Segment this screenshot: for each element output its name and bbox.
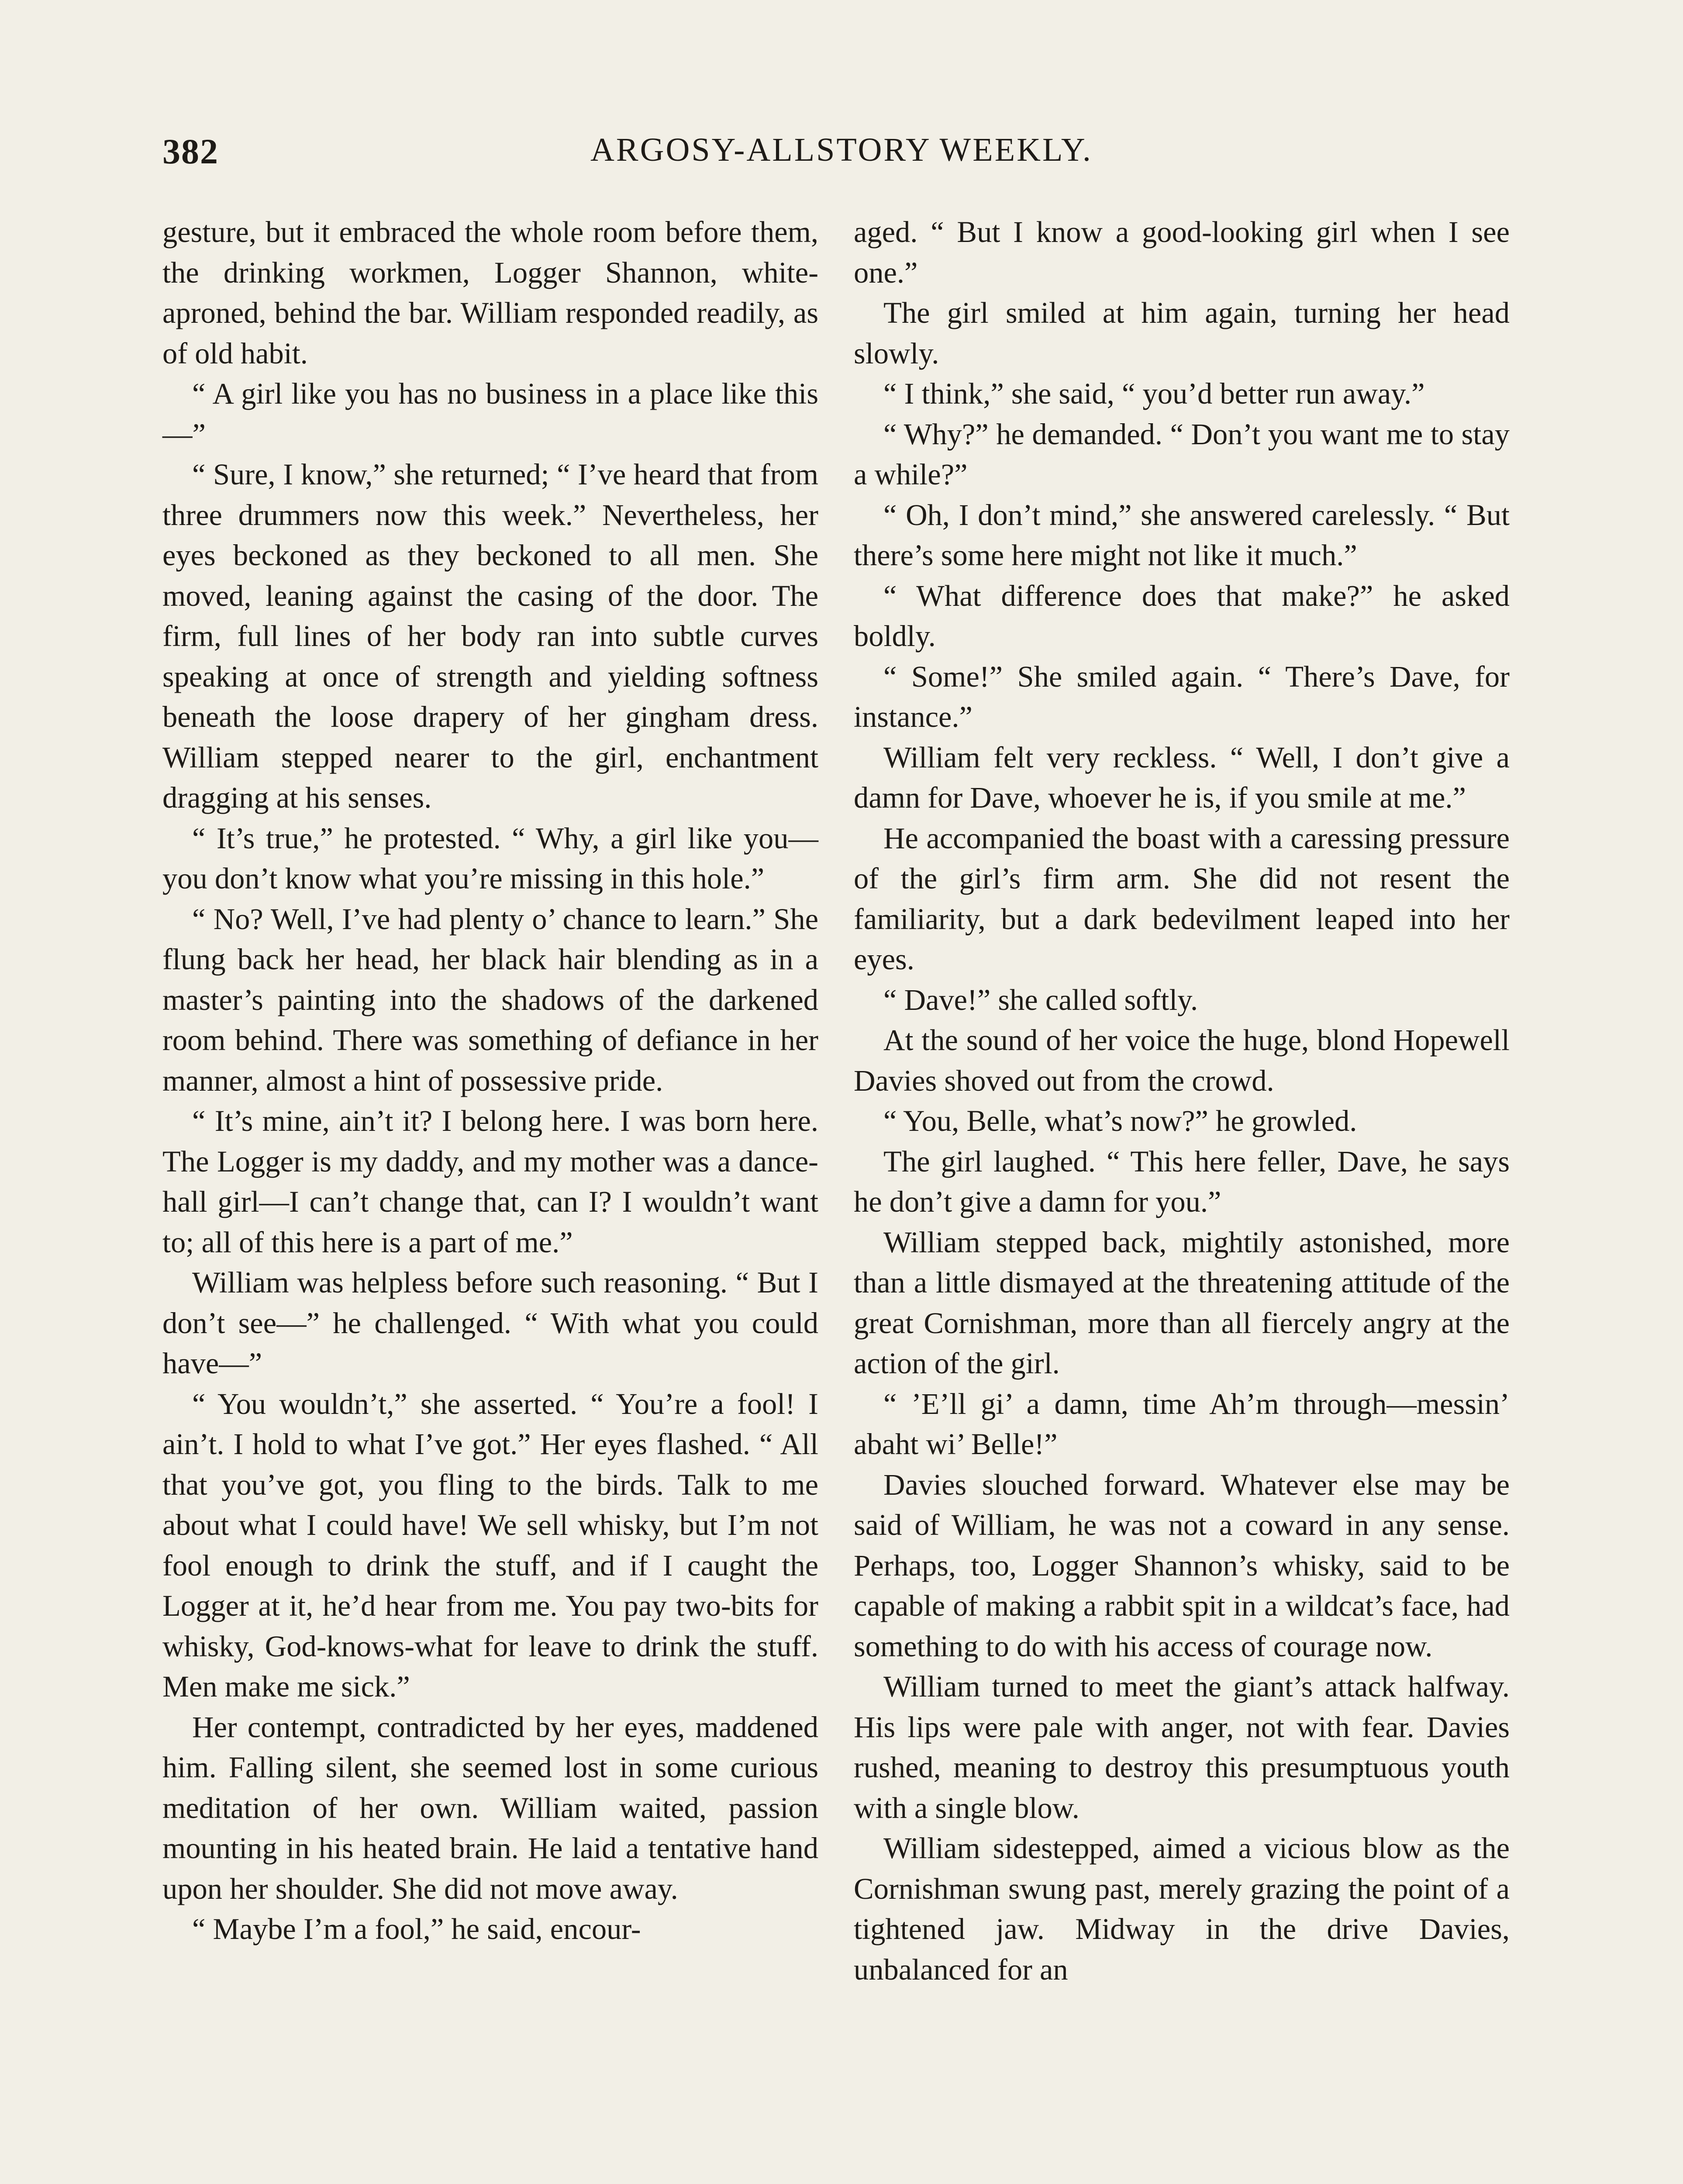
paragraph: aged. “ But I know a good-looking girl when I see one.” <box>854 215 1510 289</box>
left-column <box>162 212 818 1949</box>
paragraph: The girl laughed. “ This here feller, Dave, he says he don’t give a damn for you.” <box>854 1144 1510 1218</box>
paragraph: William turned to meet the giant’s attack halfway. His lips were pale with anger, not with fear. Davies rushed, meaning to destroy this presumptuous youth with a single blow. <box>854 1670 1510 1825</box>
paragraph: At the sound of her voice the huge, blond Hopewell Davies shoved out from the crowd. <box>854 1023 1510 1097</box>
paragraph: William felt very reckless. “ Well, I don’t give a damn for Dave, whoever he is, if you smile at me.” <box>854 740 1510 814</box>
paragraph: He accompanied the boast with a caressing pressure of the girl’s firm arm. She did not resent the familiarity, but a dark bedevilment leaped into her eyes. <box>854 821 1510 976</box>
paragraph: “ You wouldn’t,” she asserted. “ You’re a fool! I ain’t. I hold to what I’ve got.” Her eyes flashed. “ All that you’ve got, you fling to the birds. Talk to me about what I could have! We sell whisky, but I’m not fool enough to drink the stuff, and if I caught the Logger at it, he’d hear from me. You pay two-bits for whisky, God-knows-what for leave to drink the stuff. Men make me sick.” <box>162 1387 818 1703</box>
paragraph: “ Why?” he demanded. “ Don’t you want me to stay a while?” <box>854 417 1510 491</box>
paragraph: “ Dave!” she called softly. <box>883 983 1198 1016</box>
paragraph: “ Maybe I’m a fool,” he said, encour- <box>192 1912 641 1946</box>
paragraph: “ You, Belle, what’s now?” he growled. <box>883 1104 1357 1137</box>
running-title: ARGOSY-ALLSTORY WEEKLY. <box>590 131 1093 168</box>
paragraph: “ Sure, I know,” she returned; “ I’ve heard that from three drummers now this week.” Nevertheless, her eyes beckoned as they beckoned to all men. She moved, leaning against the casing of the door. The firm, full lines of her body ran into subtle curves speaking at once of strength and yielding softness beneath the loose drapery of her gingham dress. William stepped nearer to the girl, enchantment dragging at his senses. <box>162 458 818 814</box>
paragraph: “ A girl like you has no business in a place like this—” <box>162 377 818 451</box>
right-column <box>854 212 1510 1990</box>
paragraph: The girl smiled at him again, turning her head slowly. <box>854 296 1510 370</box>
paragraph: William was helpless before such reasoning. “ But I don’t see—” he challenged. “ With what you could have—” <box>162 1266 818 1380</box>
paragraph: “ Oh, I don’t mind,” she answered carelessly. “ But there’s some here might not like it much.” <box>854 498 1510 572</box>
paragraph: Davies slouched forward. Whatever else may be said of William, he was not a coward in any sense. Perhaps, too, Logger Shannon’s whisky, said to be capable of making a rabbit spit in a wildcat’s face, had something to do with his access of courage now. <box>854 1468 1510 1663</box>
paragraph: “ It’s true,” he protested. “ Why, a girl like you—you don’t know what you’re missing in this hole.” <box>162 821 818 895</box>
paragraph: “ It’s mine, ain’t it? I belong here. I was born here. The Logger is my daddy, and my mother was a dance-hall girl—I can’t change that, can I? I wouldn’t want to; all of this here is a part of me.” <box>162 1104 818 1259</box>
page-header <box>162 131 1521 183</box>
paragraph: William sidestepped, aimed a vicious blow as the Cornishman swung past, merely grazing the point of a tightened jaw. Midway in the drive Davies, unbalanced for an <box>854 1832 1510 1986</box>
paragraph: gesture, but it embraced the whole room before them, the drinking workmen, Logger Shannon, white-aproned, behind the bar. William responded readily, as of old habit. <box>162 215 818 370</box>
paragraph: Her contempt, contradicted by her eyes, maddened him. Falling silent, she seemed lost in some curious meditation of her own. William waited, passion mounting in his heated brain. He laid a tentative hand upon her shoulder. She did not move away. <box>162 1710 818 1905</box>
paragraph: “ What difference does that make?” he asked boldly. <box>854 579 1510 653</box>
paragraph: “ I think,” she said, “ you’d better run away.” <box>883 377 1425 410</box>
paragraph: “ ’E’ll gi’ a damn, time Ah’m through—messin’ abaht wi’ Belle!” <box>854 1387 1510 1461</box>
page-number: 382 <box>162 131 219 171</box>
paragraph: “ Some!” She smiled again. “ There’s Dave, for instance.” <box>854 660 1510 733</box>
paragraph: “ No? Well, I’ve had plenty o’ chance to learn.” She flung back her head, her black hair blending as in a master’s painting into the shadows of the darkened room behind. There was something of defiance in her manner, almost a hint of possessive pride. <box>162 902 818 1097</box>
paragraph: William stepped back, mightily astonished, more than a little dismayed at the threatening attitude of the great Cornishman, more than all fiercely angry at the action of the girl. <box>854 1225 1510 1380</box>
